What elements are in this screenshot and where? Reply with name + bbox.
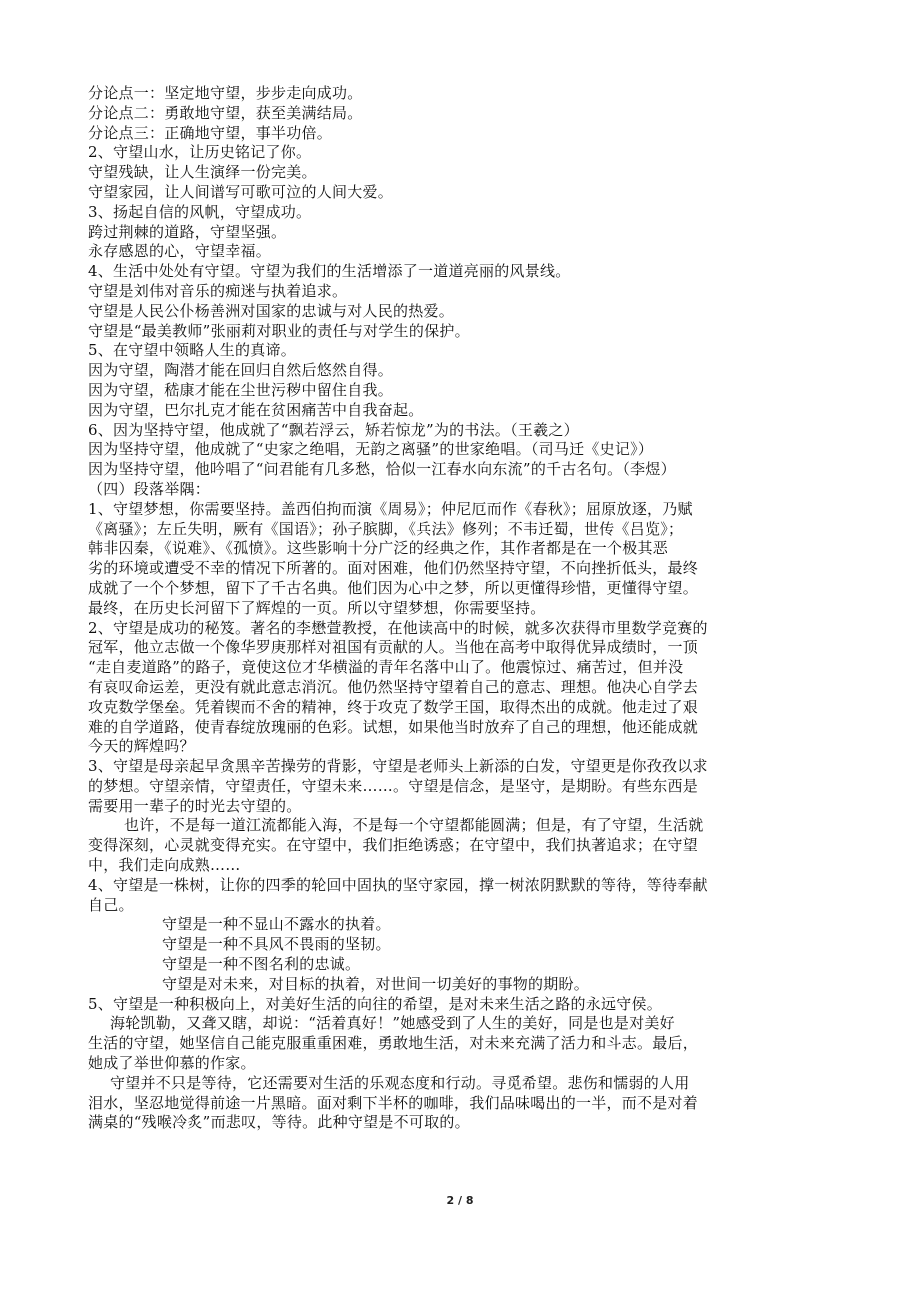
text-line: 也许，不是每一道江流都能入海，不是每一个守望都能圆满；但是，有了守望，生活就: [124, 816, 704, 835]
text-line: 泪水，坚忍地觉得前途一片黑暗。面对剩下半杯的咖啡，我们品味喝出的一半，而不是对着: [88, 1093, 699, 1112]
text-line: 2、守望是成功的秘笈。著名的李懋萱教授，在他读高中的时候，就多次获得市里数学竞赛的: [88, 618, 708, 637]
text-line: 分论点二：勇敢地守望，获至美满结局。: [88, 103, 363, 122]
text-line: 守望是一种不图名利的忠诚。: [162, 955, 361, 974]
text-line: 今天的辉煌吗？: [88, 737, 195, 756]
text-line: 自己。: [88, 895, 134, 914]
text-line: 分论点三：正确地守望，事半功倍。: [88, 123, 333, 142]
text-line: 劣的环境或遭受不幸的情况下所著的。面对困难，他们仍然坚持守望，不向挫折低头，最终: [88, 559, 699, 578]
text-line: 因为坚持守望，他吟唱了“问君能有几多愁，恰似一江春水向东流”的千古名句。（李煜）: [88, 460, 676, 479]
text-line: 守望是“最美教师”张丽莉对职业的责任与对学生的保护。: [88, 321, 470, 340]
text-line: 她成了举世仰慕的作家。: [88, 1054, 256, 1073]
page-number: 2 / 8: [446, 1194, 474, 1207]
text-line: 因为守望，陶潜才能在回归自然后悠然自得。: [88, 361, 394, 380]
text-line: 因为守望，嵇康才能在尘世污秽中留住自我。: [88, 380, 394, 399]
section-heading: （四）段落举隅：: [88, 479, 211, 498]
text-line: 守望是人民公仆杨善洲对国家的忠诚与对人民的热爱。: [88, 301, 455, 320]
text-line: 攻克数学堡垒。凭着锲而不舍的精神，终于攻克了数学王国，取得杰出的成就。他走过了艰: [88, 697, 699, 716]
text-line: 守望是一种不显山不露水的执着。: [162, 915, 391, 934]
text-line: 守望家园，让人间谱写可歌可泣的人间大爱。: [88, 182, 394, 201]
text-line: 生活的守望，她坚信自己能克服重重困难，勇敢地生活，对未来充满了活力和斗志。最后，: [88, 1034, 699, 1053]
text-line: 海轮凯勒，又聋又瞎，却说：“活着真好！”她感受到了人生的美好，同是也是对美好: [110, 1014, 675, 1033]
text-line: 《离骚》；左丘失明，厥有《国语》；孙子膑脚，《兵法》修列；不韦迁蜀，世传《吕览》；: [88, 519, 684, 538]
text-line: 5、在守望中领略人生的真谛。: [88, 341, 297, 360]
text-line: 分论点一：坚定地守望，步步走向成功。: [88, 84, 363, 102]
text-line: 中，我们走向成熟……: [88, 856, 241, 875]
text-line: 成就了一个个梦想，留下了千古名典。他们因为心中之梦，所以更懂得珍惜，更懂得守望。: [88, 578, 699, 597]
text-line: 有哀叹命运差，更没有就此意志消沉。他仍然坚持守望着自己的意志、理想。他决心自学去: [88, 677, 699, 696]
text-line: 5、守望是一种积极向上，对美好生活的向往的希望，是对未来生活之路的永远守侯。: [88, 994, 663, 1013]
document-body: [88, 84, 833, 1133]
text-line: 4、守望是一株树，让你的四季的轮回中固执的坚守家园，撑一树浓阴默默的等待，等待奉献: [88, 875, 708, 894]
text-line: 的梦想。守望亲情，守望责任，守望未来……。守望是信念，是坚守，是期盼。有些东西是: [88, 776, 699, 795]
text-line: 冠军，他立志做一个像华罗庚那样对祖国有贡献的人。当他在高考中取得优异成绩时，一顶: [88, 638, 699, 657]
text-line: 因为守望，巴尔扎克才能在贫困痛苦中自我奋起。: [88, 400, 424, 419]
text-line: 韩非囚秦，《说难》、《孤愤》。这些影响十分广泛的经典之作，其作者都是在一个极其恶: [88, 539, 669, 558]
text-line: 满桌的“残喉冷炙”而悲叹，等待。此种守望是不可取的。: [88, 1113, 470, 1132]
text-line: 1、守望梦想，你需要坚持。盖西伯拘而演《周易》；仲尼厄而作《春秋》；屈原放逐，乃赋: [88, 499, 693, 518]
text-line: 难的自学道路，使青春绽放瑰丽的色彩。试想，如果他当时放弃了自己的理想，他还能成就: [88, 717, 699, 736]
text-line: 因为坚持守望，他成就了“史家之绝唱，无韵之离骚”的世家绝唱。（司马迁《史记》）: [88, 440, 654, 459]
text-line: 永存感恩的心，守望幸福。: [88, 242, 272, 261]
text-line: “走自麦道路”的路子，竟使这位才华横溢的青年名落中山了。他震惊过、痛苦过，但并没: [88, 658, 684, 677]
text-line: 3、扬起自信的风帆，守望成功。: [88, 202, 312, 221]
text-line: 2、守望山水，让历史铭记了你。: [88, 143, 312, 162]
text-line: 4、生活中处处有守望。守望为我们的生活增添了一道道亮丽的风景线。: [88, 262, 571, 281]
text-line: 守望残缺，让人生演绎一份完美。: [88, 163, 317, 182]
text-line: 守望是一种不具风不畏雨的坚韧。: [162, 935, 391, 954]
text-line: 守望并不只是等待，它还需要对生活的乐观态度和行动。寻觅希望。悲伤和懦弱的人用: [110, 1073, 690, 1092]
text-line: 变得深刻，心灵就变得充实。在守望中，我们拒绝诱惑；在守望中，我们执著追求；在守望: [88, 836, 699, 855]
text-line: 6、因为坚持守望，他成就了“飘若浮云，矫若惊龙”为的书法。（王羲之）: [88, 420, 579, 439]
text-line: 守望是对未来，对目标的执着，对世间一切美好的事物的期盼。: [162, 974, 590, 993]
text-line: 跨过荆棘的道路，守望坚强。: [88, 222, 287, 241]
text-line: 守望是刘伟对音乐的痴迷与执着追求。: [88, 281, 348, 300]
text-line: 3、守望是母亲起早贪黑辛苦操劳的背影，守望是老师头上新添的白发，守望更是你孜孜以求: [88, 757, 708, 776]
text-line: 最终，在历史长河留下了辉煌的一页。所以守望梦想，你需要坚持。: [88, 598, 546, 617]
text-line: 需要用一辈子的时光去守望的。: [88, 796, 302, 815]
